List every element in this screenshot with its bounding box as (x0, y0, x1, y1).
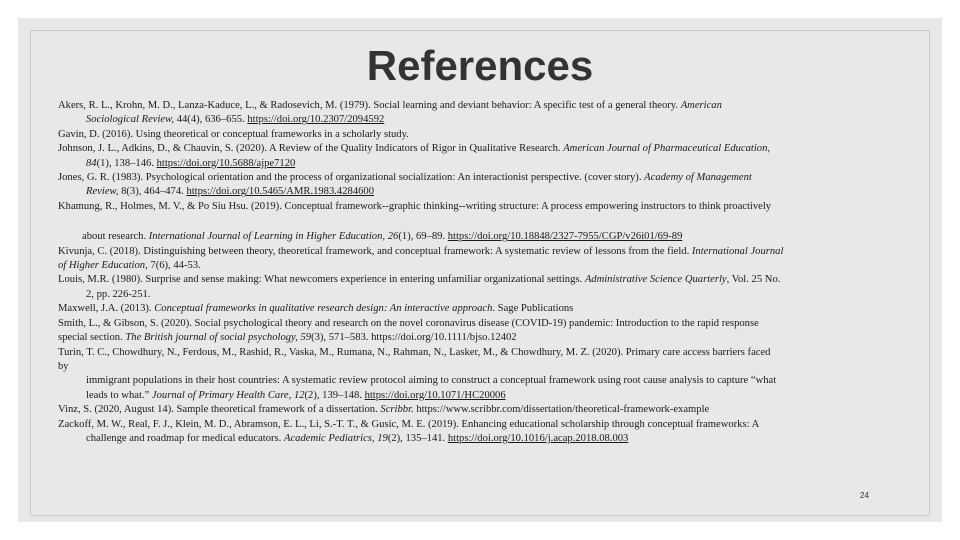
reference-akers-cont: Sociological Review, 44(4), 636–655. https://doi.org/10.2307/2094592 (86, 114, 385, 126)
doi-link[interactable]: https://doi.org/10.2307/2094592 (247, 114, 385, 126)
spacer (58, 214, 888, 230)
reference-khamung-cont: about research. International Journal of Learning in Higher Education, 26(1), 69–89. https://doi.org/10.18848/2327-7955/CGP/v26i01/69-89 (82, 231, 683, 243)
reference-smith: Smith, L., & Gibson, S. (2020). Social psychological theory and research on the novel coronavirus disease (COVID-19) pandemic: Introduction to the rapid response (58, 317, 759, 329)
doi-link[interactable]: https://doi.org/10.5465/AMR.1983.4284600 (186, 186, 375, 198)
reference-turin: Turin, T. C., Chowdhury, N., Ferdous, M., Rashid, R., Vaska, M., Rumana, N., Rahman, N., Lasker, M., & Chowdhury, M. Z. (2020). Primary care access barriers faced (58, 346, 771, 358)
reference-turin-cont2: leads to what.” Journal of Primary Health Care, 12(2), 139–148. https://doi.org/10.1071/HC20006 (86, 389, 506, 401)
reference-johnson: Johnson, J. L., Adkins, D., & Chauvin, S. (2020). A Review of the Quality Indicators of Rigor in Qualitative Research. American Journal of Pharmaceutical Education, (58, 143, 771, 155)
reference-gavin: Gavin, D. (2016). Using theoretical or conceptual frameworks in a scholarly study. (58, 128, 409, 140)
reference-khamung: Khamung, R., Holmes, M. V., & Po Siu Hsu. (2019). Conceptual framework--graphic thinking--writing structure: A process empowering instructors to think proactively (58, 200, 772, 212)
reference-zackoff-cont: challenge and roadmap for medical educators. Academic Pediatrics, 19(2), 135–141. https://doi.org/10.1016/j.acap.2018.08.003 (86, 432, 629, 444)
reference-kivunja-cont: of Higher Education, 7(6), 44-53. (58, 260, 201, 272)
reference-louis-cont: 2, pp. 226-251. (86, 288, 151, 300)
page-title: References (366, 42, 594, 89)
page-number: 24 (860, 491, 869, 500)
reference-smith-cont: special section. The British journal of social psychology, 59(3), 571–583. https://doi.org/10.1111/bjso.12402 (58, 332, 517, 344)
doi-link[interactable]: https://doi.org/10.5688/ajpe7120 (156, 157, 296, 169)
reference-zackoff: Zackoff, M. W., Real, F. J., Klein, M. D., Abramson, E. L., Li, S.-T. T., & Gusic, M. E. (2019). Enhancing educational scholarship through conceptual frameworks: A (58, 418, 760, 430)
reference-maxwell: Maxwell, J.A. (2013). Conceptual frameworks in qualitative research design: An interactive approach. Sage Publications (58, 303, 574, 315)
doi-link[interactable]: https://doi.org/10.1071/HC20006 (364, 389, 506, 401)
doi-link[interactable]: https://doi.org/10.18848/2327-7955/CGP/v26i01/69-89 (447, 231, 683, 243)
reference-vinz: Vinz, S. (2020, August 14). Sample theoretical framework of a dissertation. Scribbr. https://www.scribbr.com/dissertation/theoretical-framework-example (58, 404, 710, 416)
reference-list (58, 99, 888, 446)
reference-johnson-cont: 84(1), 138–146. https://doi.org/10.5688/ajpe7120 (86, 157, 296, 169)
doi-link[interactable]: https://doi.org/10.1016/j.acap.2018.08.003 (447, 432, 629, 444)
reference-kivunja: Kivunja, C. (2018). Distinguishing between theory, theoretical framework, and conceptual framework: A systematic review of lessons from the field. International Journal (58, 245, 784, 257)
reference-jones-cont: Review, 8(3), 464–474. https://doi.org/10.5465/AMR.1983.4284600 (86, 186, 375, 198)
reference-louis: Louis, M.R. (1980). Surprise and sense making: What newcomers experience in entering unfamiliar organizational settings. Administrative Science Quarterly, Vol. 25 No. (58, 274, 781, 286)
reference-jones: Jones, G. R. (1983). Psychological orientation and the process of organizational socialization: An interactionist perspective. (cover story). Academy of Management (58, 172, 752, 184)
reference-akers: Akers, R. L., Krohn, M. D., Lanza-Kaduce, L., & Radosevich, M. (1979). Social learning and deviant behavior: A specific test of a general theory. American (58, 100, 722, 111)
reference-turin-by: by (58, 360, 69, 372)
reference-turin-cont: immigrant populations in their host countries: A systematic review protocol aiming to construct a conceptual framework using root cause analysis to capture “what (86, 375, 777, 387)
